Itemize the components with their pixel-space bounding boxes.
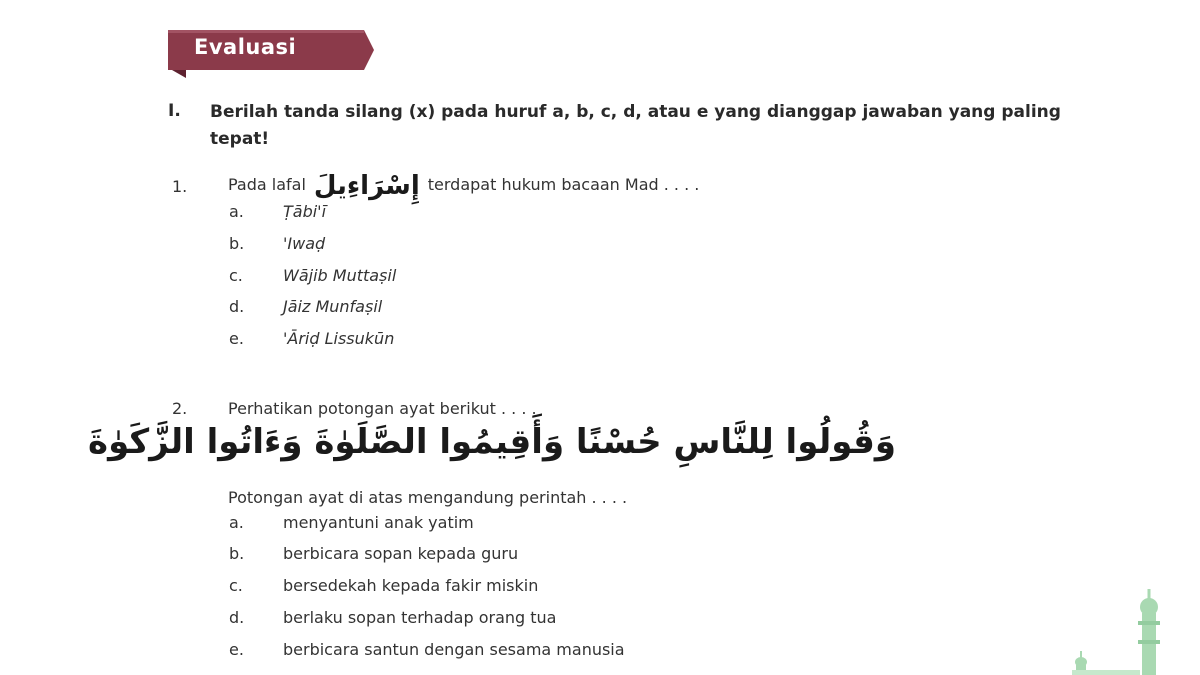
section-number: I. bbox=[168, 101, 181, 121]
banner-title: Evaluasi bbox=[194, 35, 297, 59]
question-1-number: 1. bbox=[172, 177, 188, 196]
q2-option-c-letter: c. bbox=[229, 576, 243, 595]
q2-option-a-text: menyantuni anak yatim bbox=[283, 513, 474, 532]
q1-option-a-text: Ṭābi'ī bbox=[283, 202, 327, 221]
question-2-text: Perhatikan potongan ayat berikut . . . . bbox=[228, 399, 537, 418]
question-2-number: 2. bbox=[172, 399, 188, 418]
question-1-text bbox=[228, 171, 699, 201]
q2-option-c-text: bersedekah kepada fakir miskin bbox=[283, 576, 539, 595]
q1-option-e-text: 'Āriḍ Lissukūn bbox=[283, 329, 395, 348]
mosque-decoration-icon bbox=[1060, 585, 1190, 675]
question-1-arabic: إِسْرَاءِيلَ bbox=[313, 171, 420, 201]
q2-option-b-letter: b. bbox=[229, 544, 245, 563]
q1-option-b-letter: b. bbox=[229, 234, 245, 253]
section-instruction: Berilah tanda silang (x) pada huruf a, b, c, d, atau e yang dianggap jawaban yang paling tepat! bbox=[210, 102, 1061, 149]
q1-option-b-text: 'Iwaḍ bbox=[283, 234, 326, 253]
q2-option-e-letter: e. bbox=[229, 640, 244, 659]
q1-option-c-text: Wājib Muttaṣil bbox=[283, 266, 397, 285]
q1-option-e-letter: e. bbox=[229, 329, 244, 348]
q1-option-d-letter: d. bbox=[229, 297, 245, 316]
q2-option-e-text: berbicara santun dengan sesama manusia bbox=[283, 640, 625, 659]
section-banner bbox=[168, 30, 374, 70]
q1-option-c-letter: c. bbox=[229, 266, 243, 285]
q1-option-a-letter: a. bbox=[229, 202, 244, 221]
q2-option-b-text: berbicara sopan kepada guru bbox=[283, 544, 519, 563]
q2-option-d-text: berlaku sopan terhadap orang tua bbox=[283, 608, 557, 627]
question-2-prompt: Potongan ayat di atas mengandung perintah . . . . bbox=[228, 488, 628, 507]
question-1-text-after: terdapat hukum bacaan Mad . . . . bbox=[427, 175, 700, 194]
q2-option-a-letter: a. bbox=[229, 513, 244, 532]
question-2-arabic-verse: وَقُولُوا لِلنَّاسِ حُسْنًا وَأَقِيمُوا الصَّلَوٰةَ وَءَاتُوا الزَّكَوٰةَ bbox=[88, 422, 896, 462]
question-1-text-before: Pada lafal bbox=[228, 175, 306, 194]
q1-option-d-text: Jāiz Munfaṣil bbox=[283, 297, 383, 316]
q2-option-d-letter: d. bbox=[229, 608, 245, 627]
